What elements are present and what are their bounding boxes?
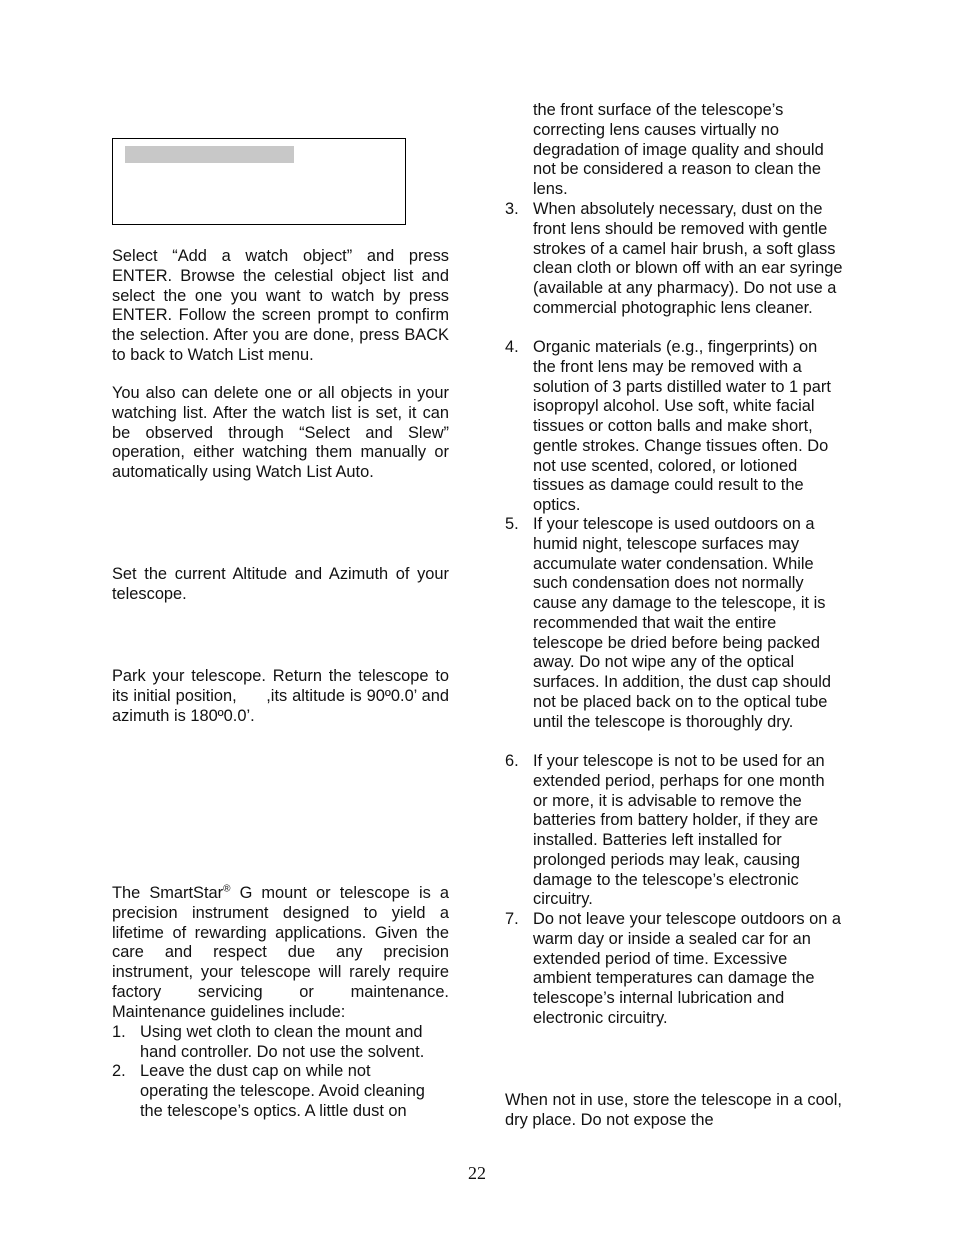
list-text: Organic materials (e.g., fingerprints) on the front lens may be removed with a solution of 3 parts distilled water to 1 part isopropyl alcohol. Use soft, white facial tissues or cotton balls and make short, gentle strokes. Change tissues often. Do not use scented, colored, or lotioned tissues as damage could result to the optics. xyxy=(533,338,831,514)
list-text: If your telescope is not to be used for an extended period, perhaps for one month or more, it is advisable to remove the batteries from battery holder, if they are installed. Batteries left installed for prolonged periods may leak, causing damage to the telescope’s electronic circuitry. xyxy=(533,752,825,909)
list-item-continued: the front surface of the telescope’s correcting lens causes virtually no degradation of image quality and should not be considered a reason to clean the lens. xyxy=(533,101,824,198)
lcd-display-box xyxy=(112,138,406,225)
para-delete-objects: You also can delete one or all objects in your watching list. After the watch list is set, it can be observed through “Select and Slew” operation, either watching them manually or automatically using Watch List Auto. xyxy=(112,384,449,481)
list-text: Using wet cloth to clean the mount and hand controller. Do not use the solvent. xyxy=(140,1023,425,1061)
list-number: 7. xyxy=(505,910,519,928)
list-text: Do not leave your telescope outdoors on a warm day or inside a sealed car for an extended period of time. Excessive ambient temperatures can damage the telescope’s internal lubrication and electronic circuitry. xyxy=(533,910,841,1027)
list-text: Leave the dust cap on while not operating the telescope. Avoid cleaning the telescope’s optics. A little dust on xyxy=(140,1062,425,1120)
para-add-watch-object: Select “Add a watch object” and press ENTER. Browse the celestial object list and select the one you want to watch by press ENTER. Follow the screen prompt to confirm the selection. After you are done, press BACK to back to Watch List menu. xyxy=(112,247,449,364)
list-number: 2. xyxy=(112,1062,126,1080)
list-number: 1. xyxy=(112,1023,126,1041)
para-park: Park your telescope. Return the telescope to its initial position, ,its altitude is 90º0.0’ and azimuth is 180º0.0’. xyxy=(112,667,449,725)
para-maintenance-intro: The SmartStar® G mount or telescope is a precision instrument designed to yield a lifetime of rewarding applications. Given the care and respect due any precision instrument, your telescope will rarely require factory servicing or maintenance. Maintenance guidelines include: xyxy=(112,883,449,1021)
para-storage: When not in use, store the telescope in a cool, dry place. Do not expose the xyxy=(505,1091,842,1129)
list-number: 3. xyxy=(505,200,519,218)
lcd-highlight-bar xyxy=(125,146,294,163)
list-number: 5. xyxy=(505,515,519,533)
list-text: If your telescope is used outdoors on a humid night, telescope surfaces may accumulate water condensation. While such condensation does not normally cause any damage to the telescope, it is recommended that wait the entire telescope be dried before being packed away. Do not wipe any of the optical surfaces. In addition, the dust cap should not be placed back on to the optical tube until the telescope is thoroughly dry. xyxy=(533,515,831,731)
list-number: 4. xyxy=(505,338,519,356)
para-set-altaz: Set the current Altitude and Azimuth of your telescope. xyxy=(112,565,449,603)
list-number: 6. xyxy=(505,752,519,770)
list-text: When absolutely necessary, dust on the front lens should be removed with gentle strokes of a camel hair brush, a soft glass clean cloth or blown off with an ear syringe (available at any pharmacy). Do not use a commercial photographic lens cleaner. xyxy=(533,200,843,317)
page-number: 22 xyxy=(468,1163,486,1183)
